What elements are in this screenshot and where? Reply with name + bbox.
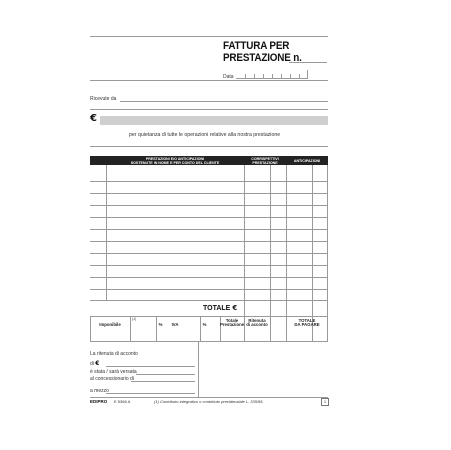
table-row[interactable] xyxy=(90,289,328,290)
document-title-line2: PRESTAZIONE n. xyxy=(223,52,302,64)
total-service-label-1: Totale xyxy=(225,318,239,323)
table-row[interactable] xyxy=(90,253,328,254)
paid-status-field[interactable] xyxy=(136,374,195,375)
total-due-label-1: TOTALE xyxy=(298,318,316,323)
withholding-amount-field[interactable] xyxy=(106,366,195,367)
block-divider xyxy=(198,342,199,397)
table-row[interactable] xyxy=(90,193,328,194)
quittance-rule xyxy=(90,146,328,147)
withholding-line4: al concessionario di xyxy=(90,376,134,382)
table-row[interactable] xyxy=(90,181,328,182)
table-bottom xyxy=(90,300,328,301)
top-rule xyxy=(90,36,328,37)
total-due-label-2: DA PAGARE xyxy=(294,322,320,327)
imponibile-label: Imponibile xyxy=(99,322,121,327)
page-number-box xyxy=(321,398,329,406)
date-rule xyxy=(90,80,328,81)
document-title-line1: FATTURA PER xyxy=(223,40,290,52)
payment-method-field[interactable] xyxy=(106,393,195,394)
services-table xyxy=(90,156,328,316)
date-label: Data xyxy=(223,74,234,80)
euro-icon: € xyxy=(95,360,100,367)
footnote-text: (1) Contributo integrativo o contributo previdenziale L. 335/95. xyxy=(154,399,264,404)
iva-label: IVA xyxy=(171,322,179,327)
withholding-label-2: di acconto xyxy=(246,322,268,327)
table-row[interactable] xyxy=(90,277,328,278)
summary-row xyxy=(90,316,328,342)
received-from-label: Ricevute da xyxy=(90,96,117,102)
col-fees-header-1: CORRISPETTIVI xyxy=(251,156,279,161)
brand-logo: EDIPRO xyxy=(90,399,108,404)
amount-field[interactable] xyxy=(100,116,328,125)
percent-label: % xyxy=(158,322,163,327)
withholding-line2: di € xyxy=(90,360,100,367)
received-from-field[interactable] xyxy=(120,101,328,102)
form-code: E 5366 A xyxy=(114,399,131,404)
received-from-field-2[interactable] xyxy=(90,109,328,110)
col-services-header-2: SOSTENUTE IN NOME E PER CONTO DEL CLIENTE xyxy=(130,160,220,165)
col-services-header-1: PRESTAZIONI E/O ANTICIPAZIONI xyxy=(145,156,205,161)
withholding-line1: La ritenuta di acconto xyxy=(90,351,138,357)
quittance-text: per quietanza di tutte le operazioni relative alla nostra prestazione xyxy=(129,132,281,138)
footnote-mark: (1) xyxy=(132,317,137,321)
col-advances-header: ANTICIPAZIONI xyxy=(293,158,321,163)
page-number: 1 xyxy=(323,399,327,404)
withholding-line3: è stata / sarà versata xyxy=(90,369,137,375)
total-text: TOTALE xyxy=(203,305,231,312)
euro-icon: € xyxy=(90,113,97,124)
total-label xyxy=(203,304,237,313)
col-fees-header-2: PRESTAZIONE xyxy=(252,160,278,165)
total-service-label-2: Prestazione xyxy=(220,322,245,327)
percent-label-2: % xyxy=(202,322,207,327)
concessionaire-field[interactable] xyxy=(131,381,195,382)
table-row[interactable] xyxy=(90,229,328,230)
footer-rule xyxy=(90,397,328,398)
table-row[interactable] xyxy=(90,265,328,266)
table-row[interactable] xyxy=(90,241,328,242)
withholding-line5: a mezzo xyxy=(90,388,109,394)
invoice-number-field[interactable] xyxy=(289,62,327,63)
euro-icon: € xyxy=(232,304,238,312)
date-field[interactable] xyxy=(236,70,308,79)
withholding-label-1: Ritenuta xyxy=(248,318,266,323)
table-row[interactable] xyxy=(90,205,328,206)
table-row[interactable] xyxy=(90,217,328,218)
